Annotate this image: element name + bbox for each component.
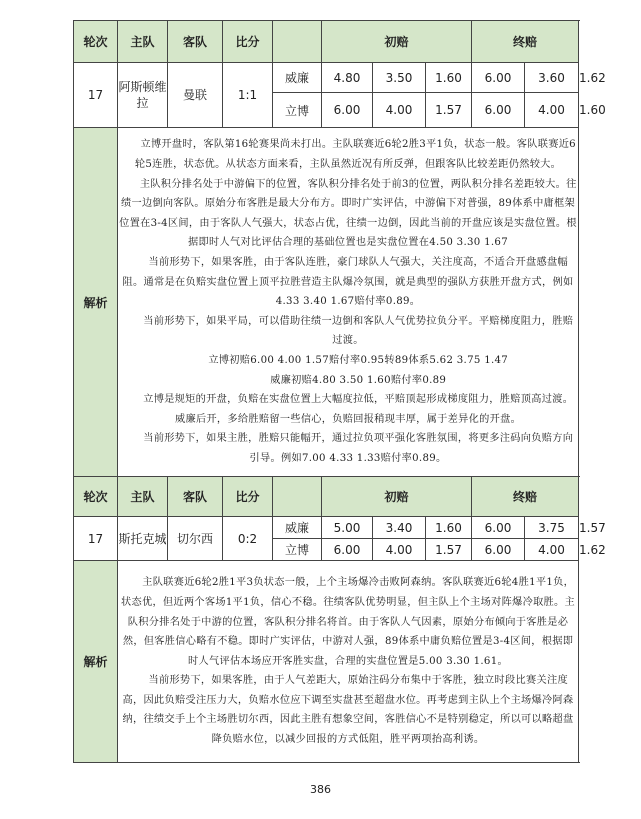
header-score: 比分 <box>223 21 273 63</box>
odds-value: 6.00 <box>472 93 525 128</box>
odds-value: 1.60 <box>426 517 472 539</box>
odds-value: 3.40 <box>373 517 426 539</box>
analysis-paragraph: 主队积分排名处于中游偏下的位置，客队积分排名处于前3的位置，两队积分排名差距较大。往绩一边倒向客队。原始分布客胜是最大分布方。即时广实评估，中游偏下对普强，89体系中庸框架位置在3-4区间，由于客队人气强大，状态占优，往绩一边倒，因此当前的开盘应该是实盘位置。根据即时人气对比评估合理的基础位置也是实盘位置在4.50 3.30 1.67 <box>119 178 577 249</box>
odds-row: 立博 6.00 4.00 1.57 6.00 4.00 1.60 <box>74 93 579 128</box>
header-round: 轮次 <box>74 477 118 517</box>
analysis-label: 解析 <box>74 561 118 763</box>
odds-value: 3.50 <box>373 63 426 93</box>
bookmaker-name: 立博 <box>273 93 322 128</box>
header-row <box>74 477 579 517</box>
analysis-paragraph: 当前形势下，如果客胜，由于人气差距大，原始注码分布集中于客胜，独立时段比赛关注度高，因此负赔受注压力大，负赔水位应下调至实盘甚至超盘水位。再考虑到主队上个主场爆冷阿森纳，往绩交手上个主场胜切尔西，因此主胜有想象空间，客胜信心不是特别稳定，所以可以略超盘降负赔水位，以减少回报的方式低阻，胜平两项抬高利诱。 <box>122 675 574 746</box>
odds-value: 6.00 <box>472 539 525 561</box>
odds-value: 3.75 <box>525 517 579 539</box>
analysis-text <box>118 128 579 477</box>
page-content <box>73 20 606 763</box>
score-cell: 0:2 <box>223 517 273 561</box>
page-number: 386 <box>310 783 331 796</box>
score-cell: 1:1 <box>223 63 273 128</box>
away-team: 切尔西 <box>168 517 223 561</box>
odds-value: 1.57 <box>426 93 472 128</box>
analysis-paragraph: 立博开盘时，客队第16轮赛果尚未打出。主队联赛近6轮2胜3平1负，状态一般。客队联赛近6轮5连胜，状态优。从状态方面来看，主队虽然近况有所反弹，但跟客队比较差距仍然较大。 <box>134 139 576 171</box>
header-initial: 初赔 <box>322 477 472 517</box>
header-score: 比分 <box>223 477 273 517</box>
odds-value: 6.00 <box>322 93 373 128</box>
header-home: 主队 <box>118 21 168 63</box>
round-cell: 17 <box>74 517 118 561</box>
odds-value: 4.00 <box>373 539 426 561</box>
odds-value: 4.80 <box>322 63 373 93</box>
match-table-2 <box>73 476 606 763</box>
analysis-paragraph: 威廉初赔4.80 3.50 1.60赔付率0.89 <box>270 374 447 386</box>
analysis-row <box>74 128 579 477</box>
analysis-paragraph: 主队联赛近6轮2胜1平3负状态一般，上个主场爆冷击败阿森纳。客队联赛近6轮4胜1平1负，状态优，但近两个客场1平1负，信心不稳。往绩客队优势明显，但主队上个主场对阵爆冷取胜。主队积分排名处于中游的位置，客队积分排名将首。由于客队人气因素，原始分布倾向于客胜是必然，但客胜信心略有不稳。即时广实评估，中游对人强，89体系中庸负赔位置是3-4区间，根据即时人气评估本场应开客胜实盘，合理的实盘位置是5.00 3.30 1.61。 <box>120 577 576 667</box>
analysis-paragraph: 当前形势下，如果主胜，胜赔只能幅开，通过拉负项平强化客胜氛围，将更多注码向负赔方向引导。例如7.00 4.33 1.33赔付率0.89。 <box>143 433 574 464</box>
header-initial: 初赔 <box>322 21 472 63</box>
round-cell: 17 <box>74 63 118 128</box>
header-home: 主队 <box>118 477 168 517</box>
match-table-1 <box>73 20 606 477</box>
bookmaker-name: 立博 <box>273 539 322 561</box>
analysis-text <box>118 561 579 763</box>
odds-value: 4.00 <box>525 93 579 128</box>
header-final: 终赔 <box>472 21 579 63</box>
odds-value: 4.00 <box>373 93 426 128</box>
bookmaker-name: 威廉 <box>273 517 322 539</box>
header-away: 客队 <box>168 21 223 63</box>
analysis-paragraph: 立博是规矩的开盘，负赔在实盘位置上大幅度拉低，平赔顶起形成梯度阻力，胜赔顶高过渡。威廉后开，多给胜赔留一些信心，负赔回报稍现丰厚，属于差异化的开盘。 <box>143 394 574 425</box>
odds-value: 3.60 <box>525 63 579 93</box>
bookmaker-name: 威廉 <box>273 63 322 93</box>
odds-value: 6.00 <box>472 517 525 539</box>
analysis-paragraph: 立博初赔6.00 4.00 1.57赔付率0.95转89体系5.62 3.75 1.47 <box>208 354 509 366</box>
header-away: 客队 <box>168 477 223 517</box>
header-blank <box>273 477 322 517</box>
odds-value: 4.00 <box>525 539 579 561</box>
away-team: 曼联 <box>168 63 223 128</box>
analysis-paragraph: 当前形势下，如果客胜，由于客队连胜，豪门球队人气强大，关注度高，不适合开盘感盘幅阻。通常是在负赔实盘位置上顶平拉胜营造主队爆冷氛围，就是典型的强队方获胜开盘方式，例如4.33 3.40 1.67赔付率0.89。 <box>122 257 574 308</box>
odds-value: 1.60 <box>426 63 472 93</box>
analysis-row <box>74 561 579 763</box>
odds-row: 17 阿斯顿维拉 曼联 1:1 威廉 4.80 3.50 1.60 6.00 3.60 1.62 <box>74 63 579 93</box>
header-blank <box>273 21 322 63</box>
odds-value: 6.00 <box>322 539 373 561</box>
analysis-paragraph: 当前形势下，如果平局，可以借助往绩一边倒和客队人气优势拉负分平。平赔梯度阻力，胜赔过渡。 <box>143 315 574 347</box>
header-row <box>74 21 579 63</box>
home-team: 阿斯顿维拉 <box>118 63 168 128</box>
home-team: 斯托克城 <box>118 517 168 561</box>
odds-value: 5.00 <box>322 517 373 539</box>
odds-row: 17 斯托克城 切尔西 0:2 威廉 5.00 3.40 1.60 6.00 3.75 1.57 <box>74 517 579 539</box>
header-final: 终赔 <box>472 477 579 517</box>
odds-value: 1.57 <box>426 539 472 561</box>
odds-value: 6.00 <box>472 63 525 93</box>
odds-row: 立博 6.00 4.00 1.57 6.00 4.00 1.62 <box>74 539 579 561</box>
analysis-label: 解析 <box>74 128 118 477</box>
header-round: 轮次 <box>74 21 118 63</box>
